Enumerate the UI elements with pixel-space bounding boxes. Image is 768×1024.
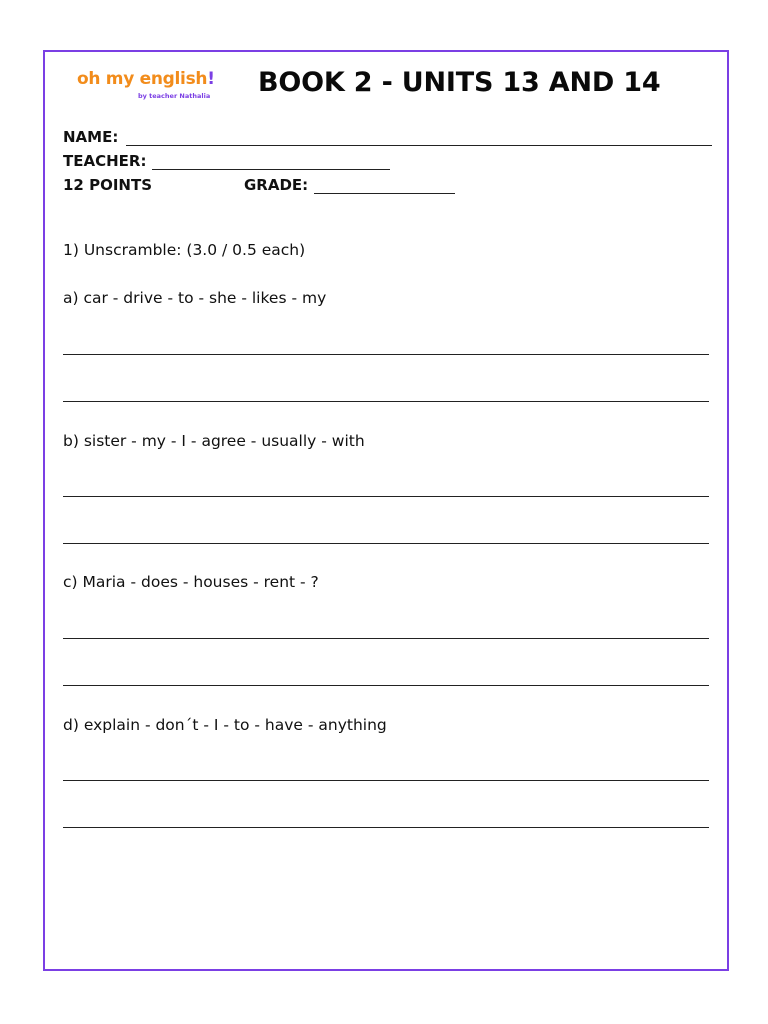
- question-b: b) sister - my - I - agree - usually - with: [63, 432, 365, 450]
- points-label: 12 POINTS: [63, 176, 153, 194]
- answer-line[interactable]: [63, 496, 709, 497]
- answer-line[interactable]: [63, 638, 709, 639]
- unscramble-instruction: 1) Unscramble: (3.0 / 0.5 each): [63, 241, 306, 259]
- question-a: a) car - drive - to - she - likes - my: [63, 289, 327, 307]
- answer-line[interactable]: [63, 827, 709, 828]
- teacher-label: TEACHER:: [63, 152, 147, 170]
- grade-field: [244, 176, 308, 194]
- answer-line[interactable]: [63, 401, 709, 402]
- name-field: [63, 128, 118, 146]
- answer-line[interactable]: [63, 780, 709, 781]
- teacher-field: [63, 152, 146, 170]
- teacher-line[interactable]: [152, 169, 390, 170]
- grade-line[interactable]: [314, 193, 455, 194]
- points-field: [63, 176, 152, 194]
- name-label: NAME:: [63, 128, 119, 146]
- question-d: d) explain - don´t - I - to - have - anything: [63, 716, 387, 734]
- answer-line[interactable]: [63, 543, 709, 544]
- answer-line[interactable]: [63, 685, 709, 686]
- grade-label: GRADE:: [244, 176, 309, 194]
- logo-brand: oh my english!: [77, 69, 215, 89]
- logo-byline: by teacher Nathalia: [138, 92, 211, 100]
- question-c: c) Maria - does - houses - rent - ?: [63, 573, 319, 591]
- answer-line[interactable]: [63, 354, 709, 355]
- oh-my-english-logo: [72, 66, 232, 106]
- page-title: BOOK 2 - UNITS 13 AND 14: [258, 67, 661, 98]
- name-line[interactable]: [126, 145, 712, 146]
